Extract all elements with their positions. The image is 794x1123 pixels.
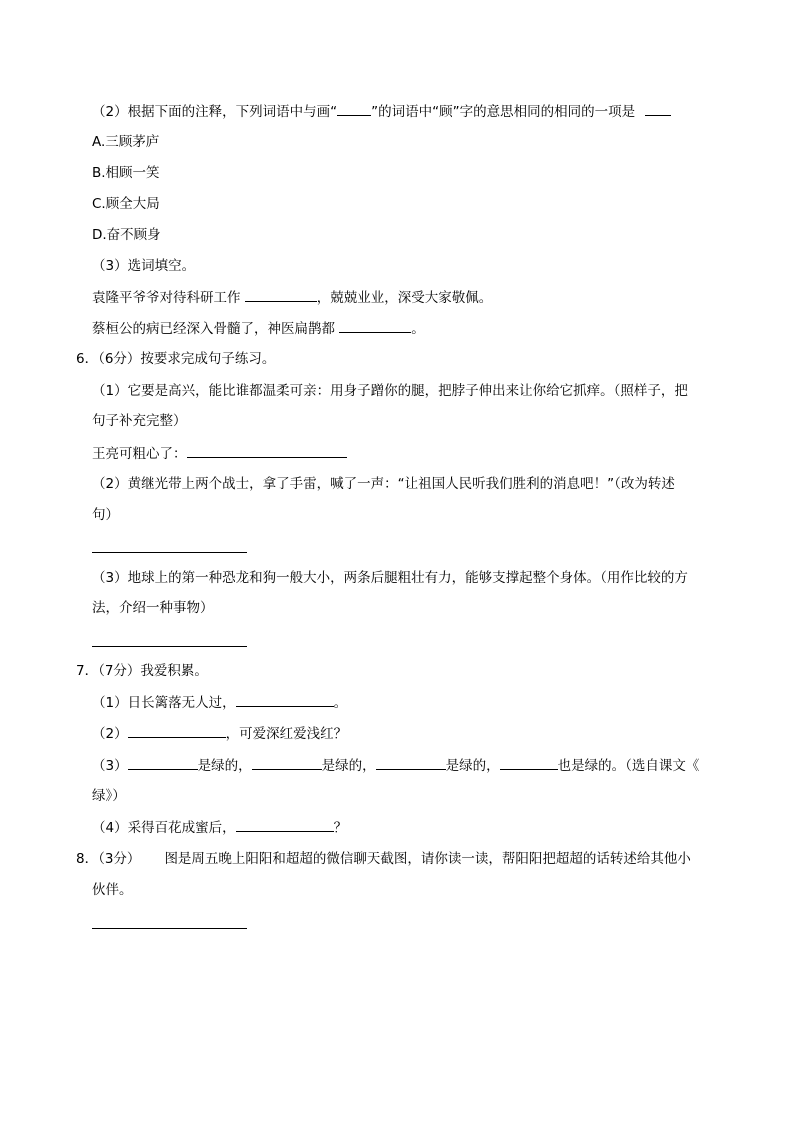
q7-p3-blank-1[interactable] — [128, 755, 198, 770]
q6-p2-line-2: 句） — [92, 507, 119, 523]
q7-p3-blank-2[interactable] — [252, 755, 322, 770]
q7-p2-a: （2） — [92, 726, 128, 742]
q5-p3-sentence-2 — [92, 318, 425, 339]
q5-p3-s1-b: ，兢兢业业，深受大家敬佩。 — [316, 290, 493, 306]
q6-header: 6．（6分）按要求完成句子练习。 — [76, 351, 276, 367]
q7-p4-b: ？ — [333, 820, 348, 836]
q6-p1-line-2: 句子补充完整） — [92, 413, 187, 429]
q5-p2-stem-b: ”的词语中“顾”字的意思相同的相同的一项是 — [371, 104, 636, 120]
q8-line-2: 伙伴。 — [92, 882, 133, 898]
q5-p3-label: （3）选词填空。 — [92, 258, 196, 274]
q7-p3-c: 是绿的， — [321, 758, 376, 774]
q6-p1-fill-prompt: 王亮可粗心了： — [92, 446, 187, 462]
q5-p3-s2-b: 。 — [411, 321, 425, 337]
q7-p3-line-1 — [92, 755, 699, 776]
q7-p4-blank[interactable] — [236, 817, 334, 832]
q7-p3-e: 也是绿的。（选自课文《 — [557, 758, 700, 774]
q7-p3-b: 是绿的， — [197, 758, 252, 774]
q6-p1-fill — [92, 443, 347, 464]
q5-p2-stem-a: （2）根据下面的注释，下列词语中与画“ — [92, 104, 338, 120]
q5-p2-option-a: A.三顾茅庐 — [92, 134, 160, 150]
q7-p2-b: ，可爱深红爱浅红？ — [225, 726, 348, 742]
q5-p3-s1-a: 袁隆平爷爷对待科研工作 — [92, 290, 241, 306]
q5-p3-s2-a: 蔡桓公的病已经深入骨髓了，神医扁鹊都 — [92, 321, 335, 337]
q6-p3-answer-line[interactable] — [92, 646, 247, 647]
q5-p3-s2-blank[interactable] — [339, 318, 411, 333]
q5-p2-option-d: D.奋不顾身 — [92, 227, 161, 243]
q7-p3-d: 是绿的， — [445, 758, 500, 774]
q5-p2-stem — [92, 101, 671, 122]
q7-p1-blank[interactable] — [236, 692, 334, 707]
q5-p2-option-b: B.相顾一笑 — [92, 165, 160, 181]
q5-p3-sentence-1 — [92, 287, 492, 308]
q8-header-a: 8．（3分） — [76, 851, 141, 867]
q7-p1-b: 。 — [333, 695, 348, 711]
q8-header-b: 图是周五晚上阳阳和超超的微信聊天截图，请你读一读，帮阳阳把超超的话转述给其他小 — [164, 851, 691, 867]
q5-p3-s1-blank[interactable] — [245, 287, 317, 302]
q7-p2-blank[interactable] — [128, 723, 226, 738]
q8-answer-line[interactable] — [92, 928, 247, 929]
q7-p3-a: （3） — [92, 758, 128, 774]
q7-p3-line-2: 绿》） — [92, 788, 126, 804]
q7-p3-blank-3[interactable] — [376, 755, 446, 770]
q7-p4 — [92, 817, 347, 838]
q7-p1 — [92, 692, 347, 713]
q7-p3-blank-4[interactable] — [500, 755, 558, 770]
q7-p4-a: （4）采得百花成蜜后， — [92, 820, 236, 836]
q6-p1-fill-blank[interactable] — [187, 443, 347, 458]
q5-p2-underlined-word-blank[interactable] — [337, 101, 371, 116]
q6-p3-line-1: （3）地球上的第一种恐龙和狗一般大小，两条后腿粗壮有力，能够支撑起整个身体。（用作比较的方 — [92, 570, 688, 586]
q7-p1-a: （1）日长篱落无人过， — [92, 695, 236, 711]
q6-p3-line-2: 法，介绍一种事物） — [92, 600, 214, 616]
q5-p2-answer-blank[interactable] — [645, 101, 671, 116]
q6-p2-line-1: （2）黄继光带上两个战士，拿了手雷，喊了一声：“让祖国人民听我们胜利的消息吧！”（改为转述 — [92, 476, 675, 492]
q8-header — [76, 849, 691, 869]
q7-p2 — [92, 723, 347, 744]
q6-p1-line-1: （1）它要是高兴，能比谁都温柔可亲：用身子蹭你的腿，把脖子伸出来让你给它抓痒。（照样子，把 — [92, 383, 688, 399]
q5-p2-option-c: C.顾全大局 — [92, 196, 160, 212]
q7-header: 7．（7分）我爱积累。 — [76, 663, 208, 679]
q6-p2-answer-line[interactable] — [92, 552, 247, 553]
